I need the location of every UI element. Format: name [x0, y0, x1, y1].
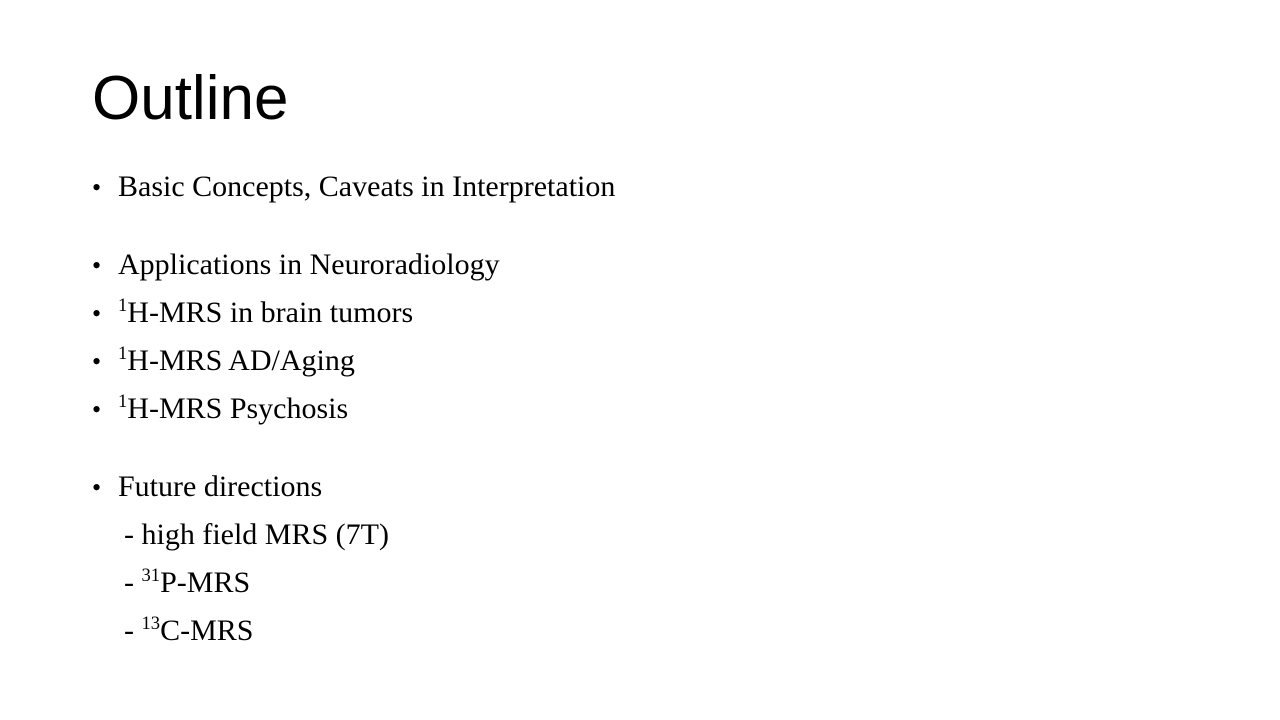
list-item-text: H-MRS Psychosis	[127, 392, 349, 425]
list-item	[92, 250, 1192, 280]
spacer	[92, 424, 1192, 472]
list-item-label: Basic Concepts, Caveats in Interpretation	[118, 170, 616, 203]
superscript-label: 1	[118, 295, 128, 316]
bullet-icon: •	[92, 473, 102, 502]
sub-list-item-label	[124, 565, 251, 599]
list-item	[92, 295, 1192, 329]
list-item-label	[118, 343, 1192, 377]
superscript-label: 13	[141, 613, 161, 634]
bullet-icon: •	[92, 347, 102, 376]
page-title: Outline	[92, 64, 289, 133]
sub-list-item	[92, 565, 1192, 599]
list-item	[92, 391, 1192, 425]
spacer	[92, 202, 1192, 250]
dash-icon: -	[124, 614, 134, 647]
bullet-icon: •	[92, 173, 102, 202]
bullet-icon: •	[92, 299, 102, 328]
sub-list-item-label	[124, 520, 389, 550]
superscript-label: 1	[118, 391, 128, 412]
list-item	[92, 472, 1192, 502]
sub-list-item-text: P-MRS	[160, 566, 251, 599]
outline-list	[92, 172, 1192, 646]
sub-list-item-text: C-MRS	[160, 614, 254, 647]
sub-list-item	[92, 520, 1192, 550]
sub-list-item-label	[124, 613, 254, 647]
list-item-text: H-MRS in brain tumors	[127, 296, 414, 329]
sub-list-item-text: high field MRS (7T)	[141, 518, 389, 551]
list-item-text: H-MRS AD/Aging	[127, 344, 355, 377]
spacer	[92, 550, 1192, 568]
sub-list-item	[92, 613, 1192, 647]
list-item-label: Applications in Neuroradiology	[118, 248, 500, 281]
list-item-label: Future directions	[118, 470, 323, 503]
list-item	[92, 172, 1192, 202]
list-item	[92, 343, 1192, 377]
superscript-label: 31	[141, 565, 161, 586]
dash-icon: -	[124, 518, 134, 551]
bullet-icon: •	[92, 395, 102, 424]
list-item-label	[118, 391, 1192, 425]
dash-icon: -	[124, 566, 134, 599]
spacer	[92, 598, 1192, 616]
bullet-icon: •	[92, 251, 102, 280]
superscript-label: 1	[118, 343, 128, 364]
list-item-label	[118, 295, 1192, 329]
